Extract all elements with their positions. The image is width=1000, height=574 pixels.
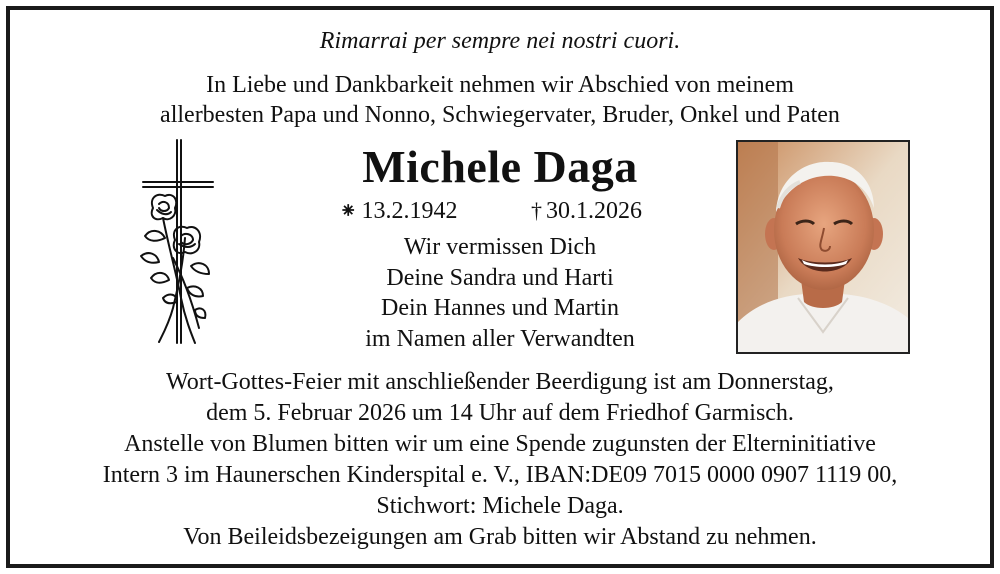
detail-line: Wort-Gottes-Feier mit anschließender Beerdigung ist am Donnerstag, bbox=[166, 369, 834, 395]
mourner-line: im Namen aller Verwandten bbox=[365, 325, 635, 352]
intro-line-1: In Liebe und Dankbarkeit nehmen wir Abschied von meinem bbox=[206, 72, 794, 98]
mourner-line: Deine Sandra und Harti bbox=[386, 264, 614, 291]
birth-date-group bbox=[339, 196, 457, 226]
deceased-name: Michele Daga bbox=[362, 141, 638, 192]
life-dates bbox=[335, 196, 665, 226]
death-dagger-icon: † bbox=[531, 198, 542, 223]
mourner-line: Wir vermissen Dich bbox=[403, 234, 597, 260]
detail-line: Intern 3 im Haunerschen Kinderspital e. V., IBAN:DE09 7015 0000 0907 1119 00, bbox=[102, 462, 898, 488]
motto: Rimarrai per sempre nei nostri cuori. bbox=[319, 28, 681, 54]
mourners-block bbox=[330, 232, 670, 354]
portrait-photo bbox=[736, 140, 910, 354]
detail-line: Anstelle von Blumen bitten wir um eine Spende zugunsten der Elterninitiative bbox=[124, 431, 876, 457]
mourner-line: Dein Hannes und Martin bbox=[381, 295, 619, 321]
service-details bbox=[0, 367, 1000, 553]
detail-line: Stichwort: Michele Daga. bbox=[376, 493, 624, 519]
death-date: 30.1.2026 bbox=[546, 198, 642, 224]
death-date-group bbox=[531, 196, 642, 226]
birth-star-icon: ⁕ bbox=[339, 198, 358, 223]
intro-line-2: allerbesten Papa und Nonno, Schwiegervater, Bruder, Onkel und Paten bbox=[160, 102, 840, 128]
detail-line: dem 5. Februar 2026 um 14 Uhr auf dem Friedhof Garmisch. bbox=[206, 400, 794, 426]
birth-date: 13.2.1942 bbox=[361, 198, 458, 224]
detail-line: Von Beileidsbezeigungen am Grab bitten wir Abstand zu nehmen. bbox=[183, 524, 817, 550]
